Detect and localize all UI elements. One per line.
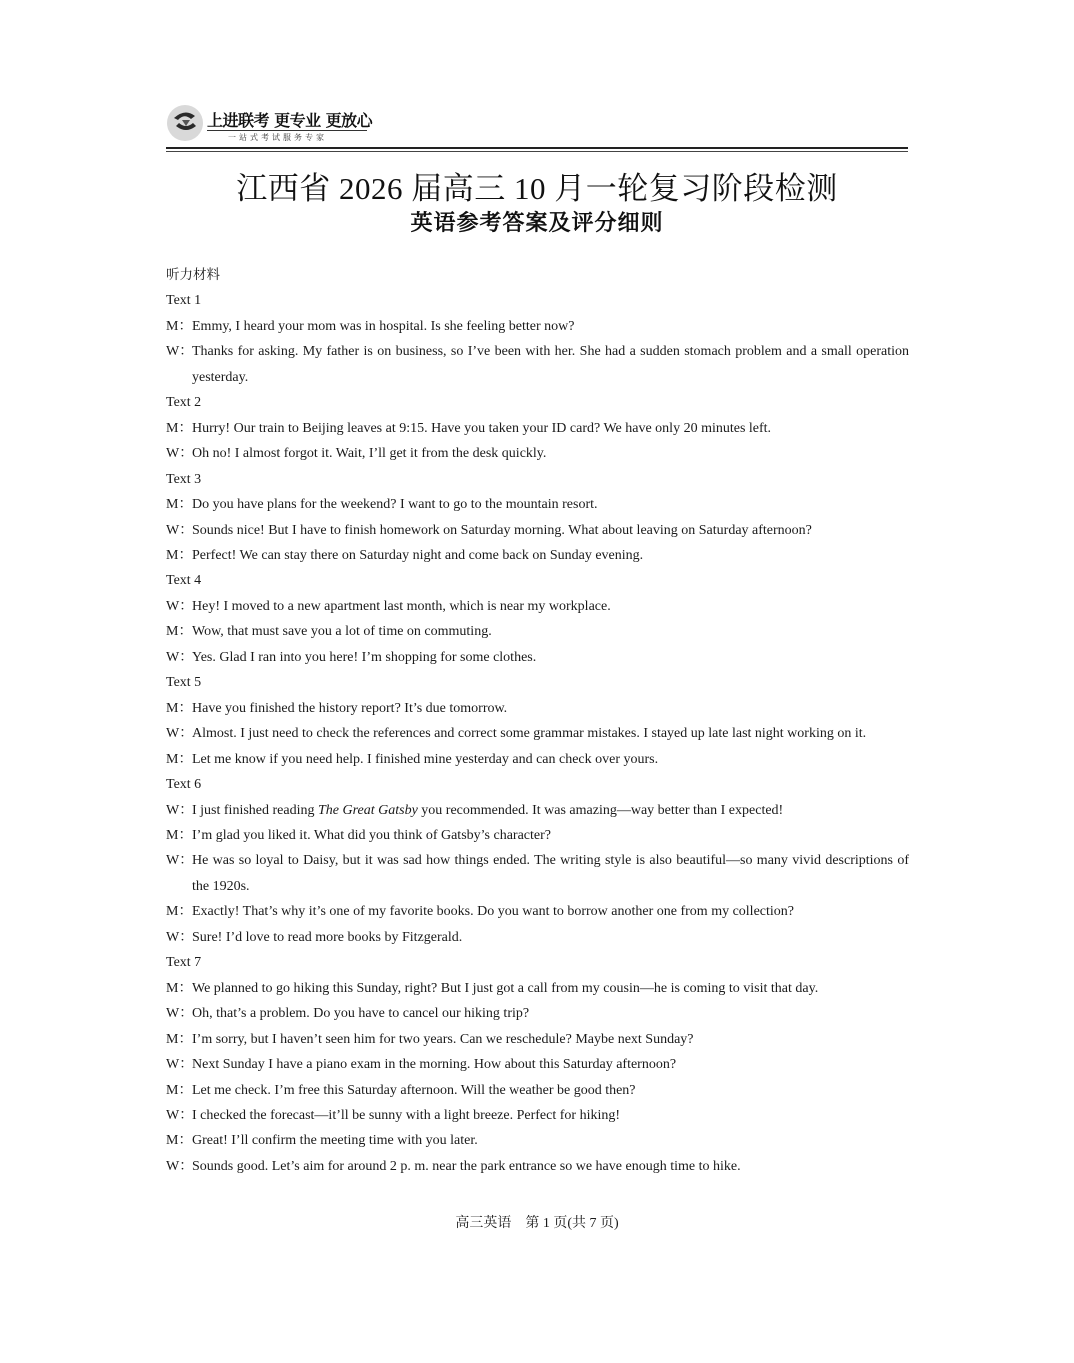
line-text: Sounds good. Let’s aim for around 2 p. m. near the park entrance so we have enough time to hike.	[192, 1158, 741, 1174]
speaker-label: M：	[166, 497, 193, 513]
brand-tagline: 一站式考试服务专家	[228, 133, 327, 142]
line-text: Perfect! We can stay there on Saturday night and come back on Sunday evening.	[192, 547, 644, 563]
dialogue-line	[166, 619, 909, 644]
line-text: Let me know if you need help. I finished mine yesterday and can check over yours.	[192, 751, 659, 767]
speaker-label: W：	[166, 802, 194, 818]
line-text: Thanks for asking. My father is on business, so I’ve been with her. She had a sudden stomach problem and a small operation yesterday.	[192, 344, 909, 385]
line-text: Let me check. I’m free this Saturday afternoon. Will the weather be good then?	[192, 1082, 636, 1098]
speaker-label: M：	[166, 904, 193, 920]
brand-underline	[207, 130, 367, 131]
speaker-label: M：	[166, 318, 193, 334]
dialogue-line	[166, 747, 909, 772]
line-text: Wow, that must save you a lot of time on commuting.	[192, 624, 492, 640]
dialogue-line	[166, 848, 909, 899]
text-heading: Text 3	[166, 471, 202, 487]
line-text: I’m glad you liked it. What did you think of Gatsby’s character?	[192, 827, 551, 843]
speaker-label: M：	[166, 1031, 193, 1047]
dialogue-line	[166, 721, 909, 746]
line-text: He was so loyal to Daisy, but it was sad how things ended. The writing style is also beautiful—so many vivid descriptions of the 1920s.	[192, 853, 909, 894]
header-brand	[166, 100, 908, 154]
line-text: Sure! I’d love to read more books by Fitzgerald.	[192, 929, 463, 945]
dialogue-line	[166, 441, 909, 466]
text-heading: Text 5	[166, 675, 202, 691]
text-heading: Text 4	[166, 573, 202, 589]
speaker-label: W：	[166, 1107, 194, 1123]
speaker-label: M：	[166, 751, 193, 767]
dialogue-line	[166, 1001, 909, 1026]
text-heading: Text 1	[166, 293, 202, 309]
speaker-label: W：	[166, 1057, 194, 1073]
speaker-label: W：	[166, 1158, 194, 1174]
speaker-label: W：	[166, 522, 194, 538]
dialogue-line	[166, 1154, 909, 1179]
line-text: Great! I’ll confirm the meeting time with you later.	[192, 1133, 478, 1149]
speaker-label: M：	[166, 827, 193, 843]
dialogue-line	[166, 594, 909, 619]
page-subtitle: 英语参考答案及评分细则	[410, 211, 664, 236]
speaker-label: W：	[166, 929, 194, 945]
speaker-label: M：	[166, 420, 193, 436]
speaker-label: W：	[166, 598, 194, 614]
line-text: Hey! I moved to a new apartment last month, which is near my workplace.	[192, 598, 611, 614]
page-title: 江西省 2026 届高三 10 月一轮复习阶段检测	[236, 171, 838, 206]
section-label: 听力材料	[166, 267, 220, 283]
dialogue-line	[166, 1027, 909, 1052]
dialogue-line	[166, 925, 909, 950]
speaker-label: W：	[166, 853, 194, 869]
line-text: Almost. I just need to check the references and correct some grammar mistakes. I stayed up late last night working on it.	[192, 726, 867, 742]
dialogue-line	[166, 416, 909, 441]
dialogue-line	[166, 543, 909, 568]
line-text: Hurry! Our train to Beijing leaves at 9:15. Have you taken your ID card? We have only 20 minutes left.	[192, 420, 772, 436]
text-heading: Text 2	[166, 395, 202, 411]
speaker-label: M：	[166, 1133, 193, 1149]
speaker-label: M：	[166, 547, 193, 563]
line-text: Emmy, I heard your mom was in hospital. Is she feeling better now?	[192, 318, 575, 334]
book-title: The Great Gatsby	[317, 802, 418, 818]
dialogue-line	[166, 976, 909, 1001]
dialogue-line	[166, 798, 909, 823]
dialogue-line	[166, 645, 909, 670]
brand-slogan: 上进联考 更专业 更放心	[207, 111, 373, 130]
line-text: Next Sunday I have a piano exam in the morning. How about this Saturday afternoon?	[192, 1057, 677, 1073]
speaker-label: W：	[166, 1006, 194, 1022]
line-text: Yes. Glad I ran into you here! I’m shopping for some clothes.	[192, 649, 537, 665]
dialogue-line	[166, 899, 909, 924]
line-text: I just finished reading	[192, 802, 318, 818]
dialogue-line	[166, 1052, 909, 1077]
listening-material	[166, 263, 909, 1179]
header-rule	[166, 147, 908, 149]
header-rule-thin	[166, 151, 908, 152]
line-text: Exactly! That’s why it’s one of my favorite books. Do you want to borrow another one from my collection?	[192, 904, 794, 920]
dialogue-line	[166, 339, 909, 390]
speaker-label: M：	[166, 700, 193, 716]
dialogue-line	[166, 492, 909, 517]
speaker-label: M：	[166, 624, 193, 640]
speaker-label: W：	[166, 446, 194, 462]
dialogue-list	[166, 288, 909, 1179]
dialogue-line	[166, 518, 909, 543]
line-text: I’m sorry, but I haven’t seen him for two years. Can we reschedule? Maybe next Sunday?	[192, 1031, 694, 1047]
line-text: Do you have plans for the weekend? I want to go to the mountain resort.	[192, 497, 598, 513]
line-text: you recommended. It was amazing—way better than I expected!	[417, 802, 784, 818]
line-text: Oh, that’s a problem. Do you have to cancel our hiking trip?	[192, 1006, 530, 1022]
speaker-label: M：	[166, 1082, 193, 1098]
brand-logo-icon	[166, 104, 204, 142]
text-heading: Text 6	[166, 777, 202, 793]
text-heading: Text 7	[166, 955, 202, 971]
dialogue-line	[166, 314, 909, 339]
line-text: Oh no! I almost forgot it. Wait, I’ll get it from the desk quickly.	[192, 446, 547, 462]
line-text: Sounds nice! But I have to finish homework on Saturday morning. What about leaving on Saturday afternoon?	[192, 522, 812, 538]
dialogue-line	[166, 823, 909, 848]
dialogue-line	[166, 696, 909, 721]
page-footer: 高三英语 第 1 页(共 7 页)	[455, 1216, 619, 1231]
dialogue-line	[166, 1128, 909, 1153]
dialogue-line	[166, 1103, 909, 1128]
line-text: Have you finished the history report? It’s due tomorrow.	[192, 700, 508, 716]
speaker-label: W：	[166, 344, 194, 360]
line-text: We planned to go hiking this Sunday, right? But I just got a call from my cousin—he is coming to visit that day.	[192, 980, 819, 996]
line-text: I checked the forecast—it’ll be sunny with a light breeze. Perfect for hiking!	[192, 1107, 621, 1123]
speaker-label: M：	[166, 980, 193, 996]
speaker-label: W：	[166, 726, 194, 742]
dialogue-line	[166, 1078, 909, 1103]
speaker-label: W：	[166, 649, 194, 665]
